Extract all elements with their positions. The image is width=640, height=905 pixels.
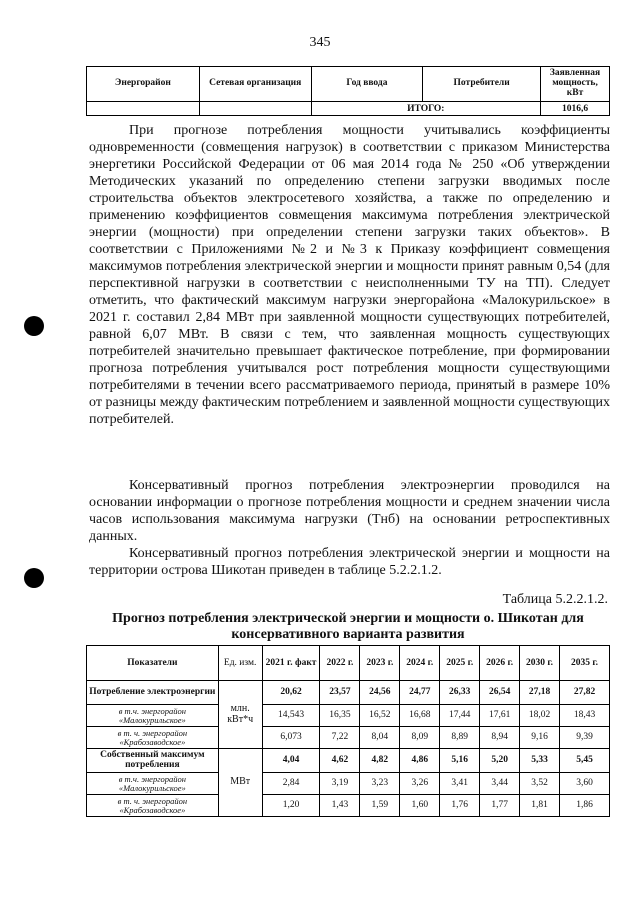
value-cell: 3,60 bbox=[560, 773, 610, 795]
value-cell: 1,60 bbox=[400, 795, 440, 817]
value-cell: 8,89 bbox=[440, 727, 480, 749]
punch-hole-mark bbox=[24, 316, 44, 336]
body-paragraph bbox=[89, 477, 610, 545]
top-table-header-row bbox=[87, 67, 610, 102]
value-cell: 18,02 bbox=[520, 705, 560, 727]
value-cell: 4,82 bbox=[360, 749, 400, 773]
header-cell: Показатели bbox=[87, 646, 219, 681]
table-row bbox=[87, 727, 610, 749]
value-cell: 3,41 bbox=[440, 773, 480, 795]
header-cell: 2030 г. bbox=[520, 646, 560, 681]
empty-cell bbox=[87, 102, 200, 116]
forecast-table bbox=[86, 645, 610, 817]
value-cell: 6,073 bbox=[262, 727, 320, 749]
value-cell: 23,57 bbox=[320, 681, 360, 705]
value-cell: 1,86 bbox=[560, 795, 610, 817]
indicator-cell: Собственный максимум потребления bbox=[87, 749, 219, 773]
value-cell: 17,44 bbox=[440, 705, 480, 727]
value-cell: 3,19 bbox=[320, 773, 360, 795]
header-cell: 2022 г. bbox=[320, 646, 360, 681]
header-cell: Сетевая организация bbox=[199, 67, 311, 102]
table-row bbox=[87, 749, 610, 773]
total-label: ИТОГО: bbox=[311, 102, 540, 116]
value-cell: 7,22 bbox=[320, 727, 360, 749]
value-cell: 27,82 bbox=[560, 681, 610, 705]
value-cell: 18,43 bbox=[560, 705, 610, 727]
value-cell: 4,86 bbox=[400, 749, 440, 773]
table-number: Таблица 5.2.2.1.2. bbox=[502, 592, 608, 607]
forecast-header-row bbox=[87, 646, 610, 681]
value-cell: 14,543 bbox=[262, 705, 320, 727]
top-table-total-row bbox=[87, 102, 610, 116]
table-title: Прогноз потребления электрической энергии и мощности о. Шикотан для консервативного варианта развития bbox=[112, 611, 584, 642]
header-cell: Год ввода bbox=[311, 67, 423, 102]
header-cell: 2035 г. bbox=[560, 646, 610, 681]
empty-cell bbox=[199, 102, 311, 116]
body-paragraph bbox=[89, 122, 610, 428]
paragraph-text: Консервативный прогноз потребления электроэнергии проводился на основании информации о прогнозе потребления мощности и среднем значении числа часов использования максимума нагрузки (Тнб) на основании ретроспективных данных. bbox=[89, 478, 610, 544]
header-cell: 2021 г. факт bbox=[262, 646, 320, 681]
header-cell: 2025 г. bbox=[440, 646, 480, 681]
top-table bbox=[86, 66, 610, 116]
value-cell: 5,33 bbox=[520, 749, 560, 773]
value-cell: 20,62 bbox=[262, 681, 320, 705]
value-cell: 5,20 bbox=[480, 749, 520, 773]
punch-hole-mark bbox=[24, 568, 44, 588]
value-cell: 1,81 bbox=[520, 795, 560, 817]
header-cell: Ед. изм. bbox=[218, 646, 262, 681]
value-cell: 1,76 bbox=[440, 795, 480, 817]
value-cell: 24,56 bbox=[360, 681, 400, 705]
indicator-cell: в т. ч. энергорайон «Крабозаводское» bbox=[87, 795, 219, 817]
indicator-cell: в т.ч. энергорайон «Малокурильское» bbox=[87, 773, 219, 795]
unit-cell: млн. кВт*ч bbox=[218, 681, 262, 749]
value-cell: 16,68 bbox=[400, 705, 440, 727]
value-cell: 16,52 bbox=[360, 705, 400, 727]
value-cell: 8,09 bbox=[400, 727, 440, 749]
header-cell: 2026 г. bbox=[480, 646, 520, 681]
value-cell: 27,18 bbox=[520, 681, 560, 705]
value-cell: 1,77 bbox=[480, 795, 520, 817]
table-row bbox=[87, 681, 610, 705]
table-row bbox=[87, 795, 610, 817]
value-cell: 26,54 bbox=[480, 681, 520, 705]
indicator-cell: в т.ч. энергорайон «Малокурильское» bbox=[87, 705, 219, 727]
value-cell: 1,59 bbox=[360, 795, 400, 817]
value-cell: 24,77 bbox=[400, 681, 440, 705]
indicator-cell: Потребление электроэнергии bbox=[87, 681, 219, 705]
value-cell: 5,16 bbox=[440, 749, 480, 773]
header-cell: Потребители bbox=[423, 67, 541, 102]
header-cell: Энергорайон bbox=[87, 67, 200, 102]
paragraph-text: При прогнозе потребления мощности учитывались коэффициенты одновременности (совмещения нагрузок) в соответствии с приказом Министерства энергетики Российской Федерации от 06 мая 2014 года № 250 «Об утверждении Методических указаний по определению степени загрузки вводимых после строительства объектов электросетевого хозяйства, а также по определению и применению коэффициентов совмещения максимума потребления электрической энергии (мощности) при определении степени загрузки таких объектов». В соответствии с Приложениями №2 и №3 к Приказу коэффициент совмещения максимумов потребления электрической энергии и мощности принят равным 0,54 (для перспективной нагрузки в соответствии с неисполненными ТУ на ТП). Следует отметить, что фактический максимум нагрузки энергорайона «Малокурильское» в 2021 г. составил 2,84 МВт при заявленной мощности существующих потребителей, равной 6,07 МВт. В связи с тем, что заявленная мощность существующих потребителей значительно превышает фактическое потребление, при формировании прогноза потребления учитывался рост потребления мощности существующими потребителями в течении всего рассматриваемого периода, принятый в размере 10% от разницы между фактическим потреблением и заявленной мощности существующих потребителей. bbox=[89, 123, 610, 427]
value-cell: 4,62 bbox=[320, 749, 360, 773]
page-number: 345 bbox=[309, 35, 331, 50]
value-cell: 1,20 bbox=[262, 795, 320, 817]
value-cell: 9,39 bbox=[560, 727, 610, 749]
value-cell: 16,35 bbox=[320, 705, 360, 727]
value-cell: 8,04 bbox=[360, 727, 400, 749]
paragraph-text: Консервативный прогноз потребления электрической энергии и мощности на территории острова Шикотан приведен в таблице 5.2.2.1.2. bbox=[89, 546, 610, 578]
value-cell: 9,16 bbox=[520, 727, 560, 749]
value-cell: 17,61 bbox=[480, 705, 520, 727]
table-row bbox=[87, 773, 610, 795]
header-cell: 2023 г. bbox=[360, 646, 400, 681]
header-cell: Заявленная мощность, кВт bbox=[541, 67, 610, 102]
value-cell: 1,43 bbox=[320, 795, 360, 817]
value-cell: 5,45 bbox=[560, 749, 610, 773]
total-value: 1016,6 bbox=[541, 102, 610, 116]
value-cell: 4,04 bbox=[262, 749, 320, 773]
value-cell: 3,44 bbox=[480, 773, 520, 795]
value-cell: 8,94 bbox=[480, 727, 520, 749]
unit-cell: МВт bbox=[218, 749, 262, 817]
value-cell: 3,26 bbox=[400, 773, 440, 795]
indicator-cell: в т. ч. энергорайон «Крабозаводское» bbox=[87, 727, 219, 749]
body-paragraph bbox=[89, 545, 610, 579]
value-cell: 2,84 bbox=[262, 773, 320, 795]
value-cell: 3,52 bbox=[520, 773, 560, 795]
value-cell: 26,33 bbox=[440, 681, 480, 705]
value-cell: 3,23 bbox=[360, 773, 400, 795]
header-cell: 2024 г. bbox=[400, 646, 440, 681]
table-row bbox=[87, 705, 610, 727]
